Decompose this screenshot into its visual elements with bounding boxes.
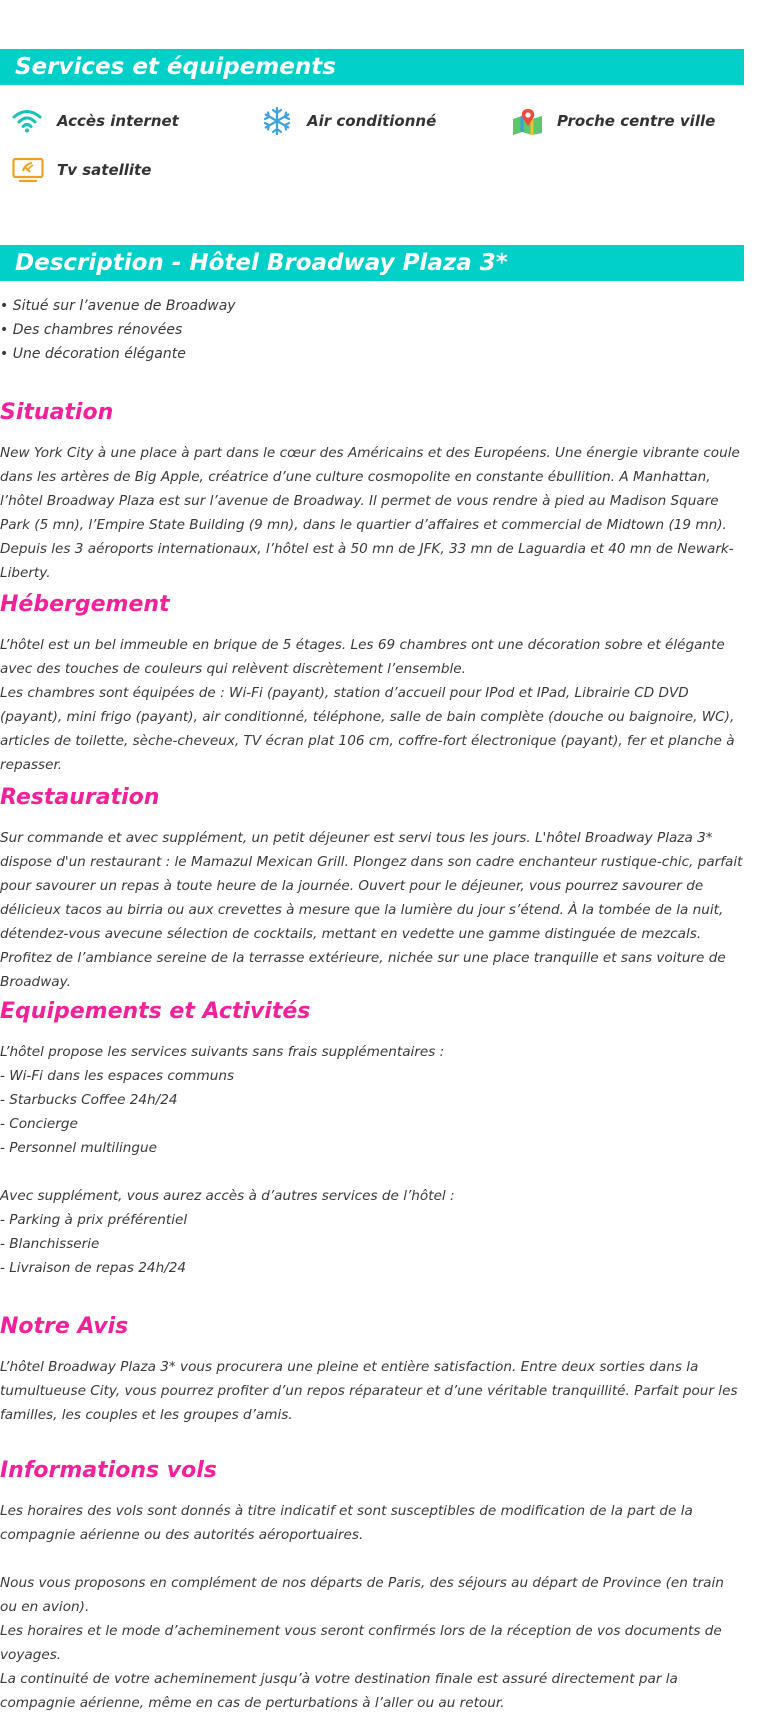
paragraph: Les horaires des vols sont donnés à titre indicatif et sont susceptibles de modification de la part de la compagnie aérienne ou des autorités aéroportuaires. bbox=[0, 1503, 693, 1543]
paragraph: Avec supplément, vous aurez accès à d’autres services de l’hôtel : bbox=[0, 1188, 455, 1204]
list-item: - Livraison de repas 24h/24 bbox=[0, 1260, 187, 1276]
restauration-heading: Restauration bbox=[0, 785, 160, 810]
paragraph: La continuité de votre acheminement jusqu’à votre destination finale est assuré directement par la compagnie aérienne, même en cas de perturbations à l’aller ou au retour. bbox=[0, 1671, 678, 1711]
highlights-list bbox=[0, 294, 236, 366]
highlight-item: • Situé sur l’avenue de Broadway bbox=[0, 298, 236, 314]
avis-heading: Notre Avis bbox=[0, 1314, 129, 1339]
situation-text bbox=[0, 441, 744, 585]
list-item: - Parking à prix préférentiel bbox=[0, 1212, 188, 1228]
description-banner: Description - Hôtel Broadway Plaza 3* bbox=[0, 245, 744, 281]
snowflake-icon bbox=[262, 108, 296, 134]
list-item: - Personnel multilingue bbox=[0, 1140, 157, 1156]
vols-heading: Informations vols bbox=[0, 1458, 217, 1483]
equipements-heading: Equipements et Activités bbox=[0, 999, 311, 1024]
paragraph: L’hôtel Broadway Plaza 3* vous procurera une pleine et entière satisfaction. Entre deux sorties dans la tumultueuse City, vous pourrez profiter d’un repos réparateur et d’une véritable tranquillité. Parfait pour les familles, les couples et les groupes d’amis. bbox=[0, 1359, 738, 1423]
service-label: Accès internet bbox=[57, 112, 179, 130]
paragraph: Nous vous proposons en complément de nos départs de Paris, des séjours au départ de Province (en train ou en avion). bbox=[0, 1575, 724, 1615]
paragraph: L’hôtel propose les services suivants sans frais supplémentaires : bbox=[0, 1044, 445, 1060]
service-tv-satellite bbox=[12, 157, 151, 183]
paragraph: L’hôtel est un bel immeuble en brique de 5 étages. Les 69 chambres ont une décoration sobre et élégante avec des touches de couleurs qui relèvent discrètement l’ensemble. bbox=[0, 637, 725, 677]
service-air-conditioning bbox=[262, 108, 436, 134]
service-internet bbox=[12, 108, 179, 134]
paragraph: Sur commande et avec supplément, un petit déjeuner est servi tous les jours. L'hôtel Broadway Plaza 3* dispose d'un restaurant : le Mamazul Mexican Grill. Plongez dans son cadre enchanteur rustique-chic, parfait pour savourer un repas à toute heure de la journée. Ouvert pour le déjeuner, vous pourrez savourer de délicieux tacos au birria ou aux crevettes à mesure que la lumière du jour s’étend. À la tombée de la nuit, détendez-vous avecune sélection de cocktails, mettant en vedette une gamme distinguée de mezcals. Profitez de l’ambiance sereine de la terrasse extérieure, nichée sur une place tranquille et sans voiture de Broadway. bbox=[0, 830, 743, 990]
wifi-icon bbox=[12, 108, 46, 134]
list-item: - Starbucks Coffee 24h/24 bbox=[0, 1092, 178, 1108]
paragraph: Les chambres sont équipées de : Wi-Fi (payant), station d’accueil pour IPod et IPad, Librairie CD DVD (payant), mini frigo (payant), air conditionné, téléphone, salle de bain complète (douche ou baignoire, WC), articles de toilette, sèche-cheveux, TV écran plat 106 cm, coffre-fort électronique (payant), fer et planche à repasser. bbox=[0, 685, 735, 773]
service-label: Proche centre ville bbox=[557, 112, 716, 130]
service-label: Air conditionné bbox=[307, 112, 437, 130]
highlight-item: • Une décoration élégante bbox=[0, 346, 186, 362]
paragraph: Les horaires et le mode d’acheminement vous seront confirmés lors de la réception de vos documents de voyages. bbox=[0, 1623, 722, 1663]
tv-satellite-icon bbox=[12, 157, 46, 183]
services-banner: Services et équipements bbox=[0, 49, 744, 85]
hebergement-text bbox=[0, 633, 744, 777]
equipements-text bbox=[0, 1040, 744, 1280]
hebergement-heading: Hébergement bbox=[0, 592, 170, 617]
map-pin-icon bbox=[512, 108, 546, 134]
list-item: - Blanchisserie bbox=[0, 1236, 100, 1252]
vols-text bbox=[0, 1499, 744, 1715]
paragraph: New York City à une place à part dans le cœur des Américains et des Européens. Une énergie vibrante coule dans les artères de Big Apple, créatrice d’une culture cosmopolite en constante ébullition. A Manhattan, l’hôtel Broadway Plaza est sur l’avenue de Broadway. Il permet de vous rendre à pied au Madison Square Park (5 mn), l’Empire State Building (9 mn), dans le quartier d’affaires et commercial de Midtown (19 mn). Depuis les 3 aéroports internationaux, l’hôtel est à 50 mn de JFK, 33 mn de Laguardia et 40 mn de Newark-Liberty. bbox=[0, 445, 740, 581]
highlight-item: • Des chambres rénovées bbox=[0, 322, 183, 338]
situation-heading: Situation bbox=[0, 400, 114, 425]
restauration-text bbox=[0, 826, 744, 994]
list-item: - Wi-Fi dans les espaces communs bbox=[0, 1068, 235, 1084]
service-label: Tv satellite bbox=[57, 161, 152, 179]
list-item: - Concierge bbox=[0, 1116, 78, 1132]
avis-text bbox=[0, 1355, 744, 1427]
service-city-center bbox=[512, 108, 715, 134]
